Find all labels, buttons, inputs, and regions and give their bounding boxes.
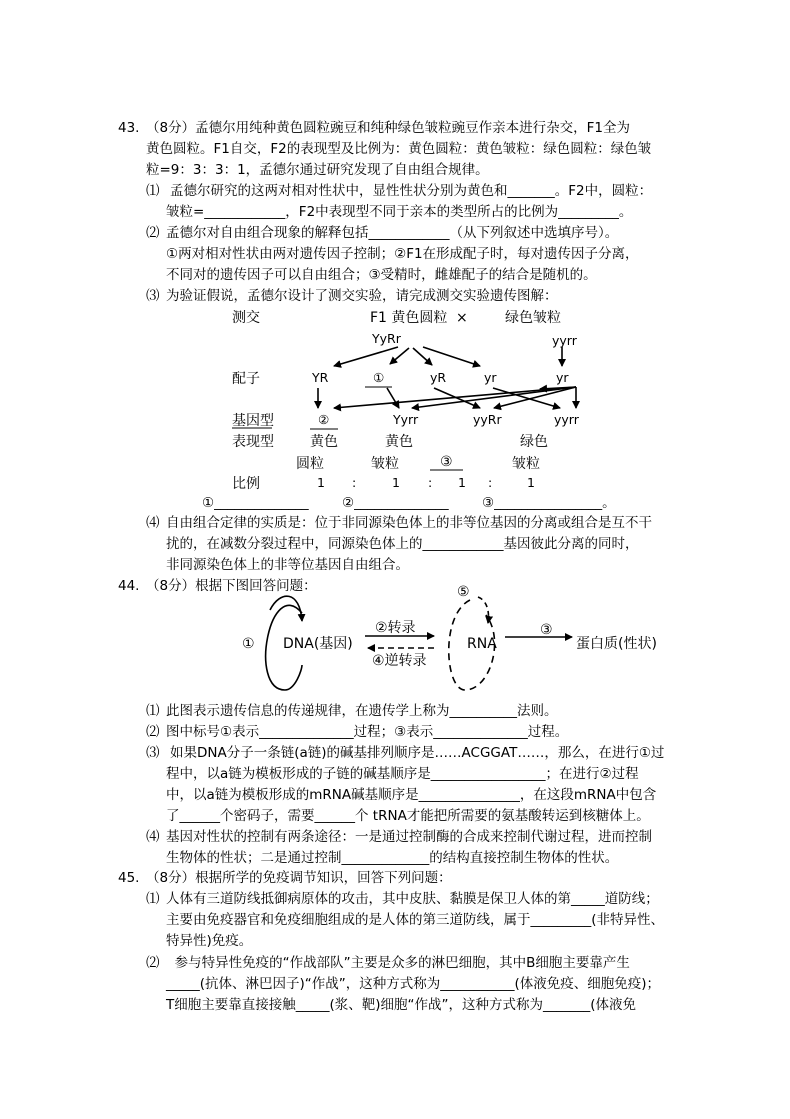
q43-answer-blank-3: ③________________。	[482, 495, 616, 511]
dna-label: DNA(基因)	[283, 636, 353, 652]
offspring-genotype: Yyrr	[393, 412, 419, 427]
q44-sub3-line: 如果DNA分子一条链(a链)的碱基排列顺序是……ACGGAT……，那么，在进行①过	[170, 745, 665, 761]
process-5-label: ⑤	[457, 584, 470, 600]
q43-sub2-line: 孟德尔对自由组合现象的解释包括____________（从下列叙述中选填序号）。	[166, 225, 619, 241]
phenotype-shape: 皱粒	[371, 456, 399, 472]
ratio-label: 比例	[232, 476, 260, 492]
gamete: yr	[484, 370, 497, 385]
gamete: yr	[556, 370, 569, 385]
q43-intro-line: 粒=9：3：3：1，孟德尔通过研究发现了自由组合规律。	[146, 162, 489, 178]
q44-sub4-label: ⑷	[146, 829, 160, 845]
q43-sub1-line: 孟德尔研究的这两对相对性状中，显性性状分别为黄色和_______。F2中，圆粒：	[170, 183, 653, 199]
q43-intro-line: 黄色圆粒。F1自交，F2的表现型及比例为：黄色圆粒：黄色皱粒：绿色圆粒：绿色皱	[146, 141, 652, 157]
q43-intro-line: （8分）孟德尔用纯种黄色圆粒豌豆和纯种绿色皱粒豌豆作亲本进行杂交，F1全为	[146, 120, 630, 136]
q43-answer-blank-1: ①______________	[202, 495, 309, 511]
question-44-number: 44.	[118, 578, 140, 594]
gamete-label: 配子	[232, 371, 260, 387]
q43-sub2-line: 不同对的遗传因子可以自由组合；③受精时，雌雄配子的结合是随机的。	[166, 267, 597, 283]
q44-sub3-label: ⑶	[146, 745, 160, 761]
q45-sub1-line: 主要由免疫器官和免疫细胞组成的是人体的第三道防线，属于_________(非特异性、	[166, 912, 665, 928]
transcription-label: ②转录	[375, 620, 416, 636]
q44-sub3-line: 了______个密码子，需要______个 tRNA才能把所需要的氨基酸转运到核糖体上。	[166, 808, 650, 824]
gamete: yR	[430, 370, 447, 385]
q43-sub3-line: 为验证假说，孟德尔设计了测交实验，请完成测交实验遗传图解：	[166, 288, 558, 304]
q45-sub1-line: 人体有三道防线抵御病原体的攻击，其中皮肤、黏膜是保卫人体的第_____道防线；	[166, 891, 659, 907]
phenotype-blank: ③	[440, 454, 453, 470]
ratio-sep: :	[428, 475, 433, 490]
q45-sub2-line: _____(抗体、淋巴因子)“作战”，这种方式称为___________(体液免疫、细胞免疫)；	[166, 976, 661, 992]
q44-sub4-line: 基因对性状的控制有两条途径：一是通过控制酶的合成来控制代谢过程，进而控制	[166, 829, 652, 845]
q43-answer-blank-2: ②______________	[342, 495, 449, 511]
q43-sub4-label: ⑷	[146, 515, 160, 531]
q43-sub4-line: 扰的，在减数分裂过程中，同源染色体上的____________基因彼此分离的同时，	[166, 536, 639, 552]
phenotype-color: 绿色	[520, 434, 548, 450]
parent2: 绿色皱粒	[505, 310, 561, 326]
phenotype-shape: 皱粒	[512, 456, 540, 472]
cross-label: 测交	[232, 310, 260, 326]
q45-sub2-line: T细胞主要靠直接接触_____(浆、靶)细胞“作战”，这种方式称为_______(体液免	[166, 997, 637, 1013]
gamete-blank: ①	[373, 370, 385, 385]
reverse-transcription-label: ④逆转录	[372, 653, 427, 669]
rna-label: RNA	[467, 636, 497, 652]
q45-intro: （8分）根据所学的免疫调节知识，回答下列问题：	[146, 870, 452, 886]
offspring-genotype: yyRr	[473, 412, 502, 427]
cross-sign: ×	[456, 310, 468, 326]
q43-sub1-label: ⑴	[146, 183, 160, 199]
offspring-blank: ②	[318, 412, 330, 427]
q44-sub2-label: ⑵	[146, 724, 160, 740]
protein-label: 蛋白质(性状)	[576, 636, 657, 652]
ratio-value: 1	[458, 475, 466, 490]
q44-sub1-label: ⑴	[146, 703, 160, 719]
genotype2: yyrr	[552, 333, 577, 348]
offspring-genotype: yyrr	[554, 412, 579, 427]
central-dogma-diagram	[242, 584, 657, 690]
q44-sub3-line: 程中，以a链为模板形成的子链的碱基顺序是_________________；在进行②过程	[166, 766, 639, 782]
ratio-sep: :	[488, 475, 493, 490]
q43-sub3-label: ⑶	[146, 288, 160, 304]
q44-sub2-line: 图中标号①表示______________过程；③表示______________过程。	[166, 724, 569, 740]
q44-sub4-line: 生物体的性状；二是通过控制_____________的结构直接控制生物体的性状。	[166, 850, 619, 866]
q43-sub2-label: ⑵	[146, 225, 160, 241]
gamete: YR	[312, 370, 329, 385]
q45-sub1-label: ⑴	[146, 891, 160, 907]
phenotype-color: 黄色	[310, 434, 338, 450]
q43-sub1-line: 皱粒=____________，F2中表现型不同于亲本的类型所占的比例为_________。	[166, 204, 633, 220]
genotype-label: 基因型	[232, 413, 274, 429]
q44-sub3-line: 中，以a链为模板形成的mRNA碱基顺序是_______________，在这段mRNA中包含	[166, 787, 657, 803]
gamete-arrows	[318, 347, 576, 408]
phenotype-shape: 圆粒	[296, 456, 324, 472]
question-45-number: 45.	[118, 870, 140, 886]
phenotype-label: 表现型	[232, 434, 274, 450]
q43-sub4-line: 自由组合定律的实质是：位于非同源染色体上的非等位基因的分离或组合是互不干	[166, 515, 652, 531]
q45-sub2-line: 参与特异性免疫的“作战部队”主要是众多的淋巴细胞，其中B细胞主要靠产生	[166, 955, 630, 971]
phenotype-color: 黄色	[385, 434, 413, 450]
ratio-value: 1	[317, 475, 325, 490]
process-3-label: ③	[540, 622, 553, 638]
ratio-value: 1	[527, 475, 535, 490]
q44-sub1-line: 此图表示遗传信息的传递规律，在遗传学上称为__________法则。	[166, 703, 558, 719]
question-43-number: 43.	[118, 120, 140, 136]
ratio-value: 1	[392, 475, 400, 490]
parent1: F1 黄色圆粒	[370, 310, 448, 326]
q43-sub4-line: 非同源染色体上的非等位基因自由组合。	[166, 557, 409, 573]
q45-sub2-label: ⑵	[146, 955, 160, 971]
q45-sub1-line: 特异性)免疫。	[166, 933, 253, 949]
ratio-sep: :	[352, 475, 357, 490]
genotype1: YyRr	[372, 331, 401, 346]
q43-sub2-line: ①两对相对性状由两对遗传因子控制；②F1在形成配子时，每对遗传因子分离，	[166, 246, 639, 262]
q44-intro: （8分）根据下图回答问题：	[146, 578, 317, 594]
process-1-label: ①	[242, 636, 255, 652]
